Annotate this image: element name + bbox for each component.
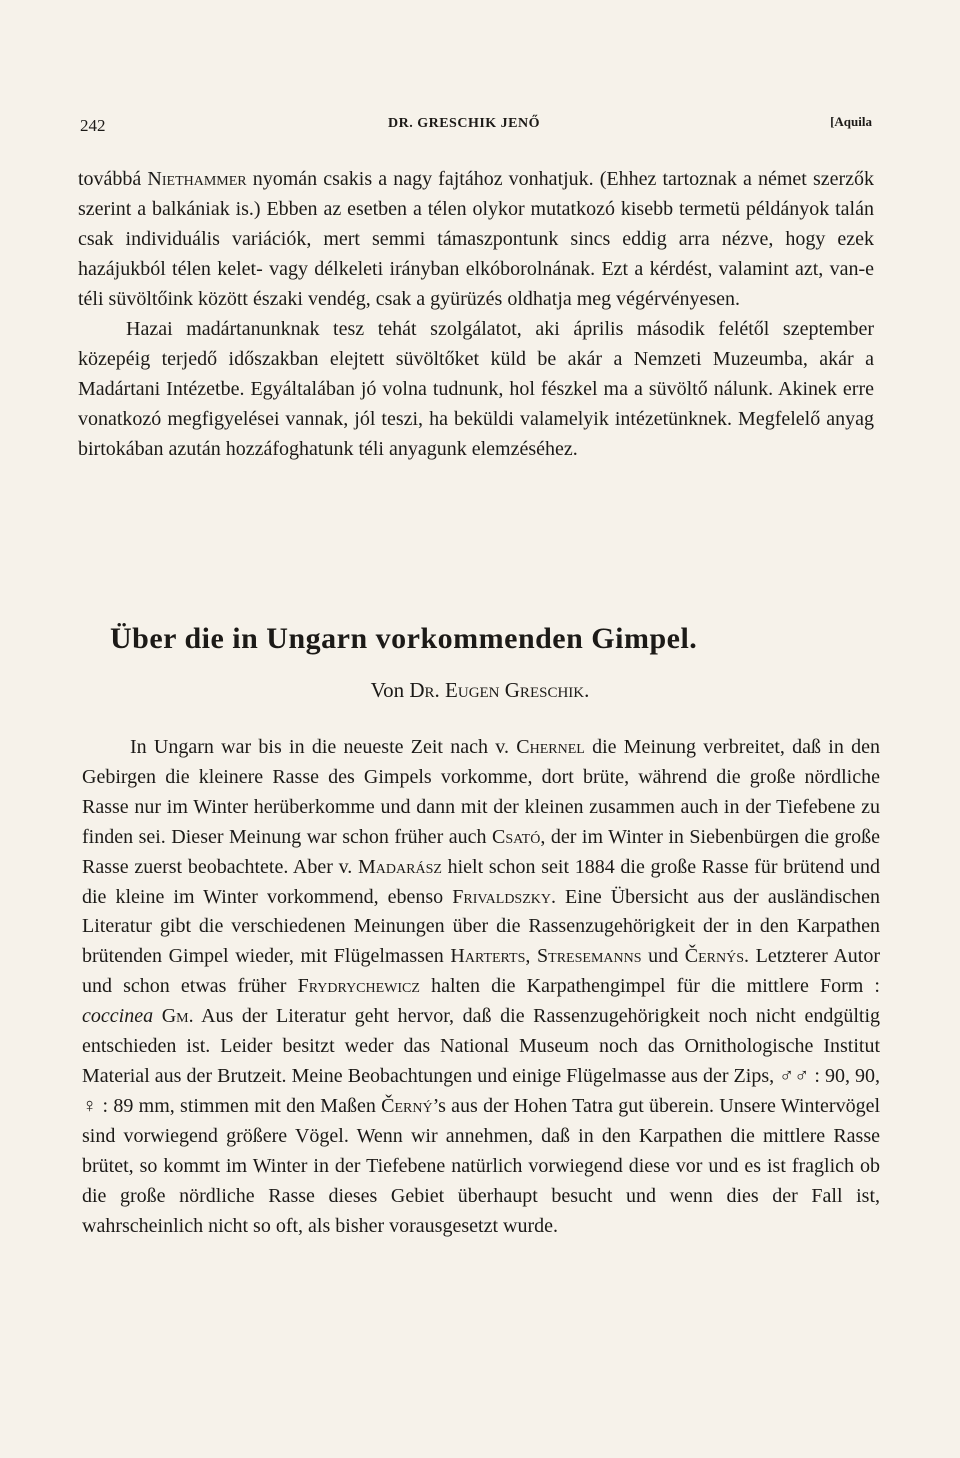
text-run: und [641, 945, 685, 968]
text-run: . Eine Übersicht aus der ausländischen Literatur gibt die verschiedenen Meinungen über die Rassenzugehörigkeit der in den Karpathen brütenden Gimpel wieder, mit Flügelmassen [82, 885, 881, 968]
author-name: Niethammer [147, 168, 247, 190]
author-name: Frivaldszky [452, 885, 551, 908]
text-run: ’s aus der Hohen Tatra gut überein. Unsere Wintervögel sind vorwiegend größere Vögel. Wenn wir annehmen, daß in den Karpathen die mittlere Rasse brütet, so kommt im Winter in der Tiefebene natürlich vorwiegend diese vor und es ist fraglich ob die große nördliche Rasse dieses Gebiet überhaupt besucht und wenn dies der Fall ist, wahrscheinlich nicht so oft, als bisher vorausgesetzt wurde. [82, 1094, 881, 1237]
german-text [82, 733, 880, 1241]
author-name: Madarász [358, 855, 442, 878]
author-name: Černý [381, 1094, 433, 1117]
page-number: 242 [80, 116, 106, 135]
text-run [153, 1005, 162, 1027]
journal-name: [Aquila [830, 114, 872, 129]
author-name: Chernel [516, 736, 585, 758]
text-run: , der im Winter in Siebenbürgen die große Rasse zuerst beobachtete. Aber v. [82, 825, 880, 878]
taxon-name: coccinea [82, 1005, 154, 1028]
author-name: Harterts [450, 945, 526, 968]
text-run: továbbá [78, 168, 148, 190]
author-name: Černýs [684, 945, 745, 968]
hungarian-paragraph-1 [78, 164, 874, 314]
article-byline [0, 678, 960, 703]
german-paragraph [82, 733, 880, 1241]
text-run: In Ungarn war bis in die neueste Zeit nach v. [130, 736, 517, 758]
author-name: Stresemanns [537, 945, 642, 968]
author-name: Csató [491, 825, 541, 848]
author-name: Frydrychewicz [297, 975, 420, 998]
running-title: DR. GRESCHIK JENŐ [388, 116, 541, 131]
author-name: Dr. Eugen Greschik. [409, 678, 590, 702]
page-header [80, 112, 872, 138]
text-run: . Letzterer Autor und schon etwas früher [82, 945, 881, 998]
byline-prefix: Von [370, 678, 410, 702]
article-title: Über die in Ungarn vorkommenden Gimpel. [110, 622, 698, 655]
text-run: halten die Karpathengimpel für die mittlere Form : [419, 975, 880, 998]
text-run: nyomán csakis a nagy fajtához vonhatjuk. (Ehhez tartoznak a német szerzők szerint a balkániak is.) Ebben az esetben a télen olykor mutatkozó kisebb termetü példányok talán csak individuális variációk, mert semmi támaszpontunk sincs eddig arra nézve, hogy ezek hazájukból télen kelet- vagy délkeleti irányban elkóborolnának. Ezt a kérdést, valamint azt, van-e téli süvöltőink között északi vendég, csak a gyürüzés oldhatja meg végérvényesen. [78, 168, 875, 310]
text-run: die Meinung verbreitet, daß in den Gebirgen die kleinere Rasse des Gimpels vorkomme, dort brüte, während die große nördliche Rasse nur im Winter herüberkomme und dann mit der kleinen zusammen auch in der Tiefebene zu finden sei. Dieser Meinung war schon früher auch [82, 736, 880, 848]
text-run: Aus der Literatur geht hervor, daß die Rassenzugehörigkeit noch nicht endgültig entschieden ist. Leider besitzt weder das National Museum noch das Ornithologische Institut Material aus der Brutzeit. Meine Beobachtungen und einige Flügelmasse aus der Zips, ♂♂ : 90, 90, ♀ : 89 mm, stimmen mit den Maßen [82, 1005, 881, 1117]
hungarian-paragraph-2: Hazai madártanunknak tesz tehát szolgálatot, aki április második felétől szeptember közepéig terjedő időszakban elejtett süvöltőket küld be akár a Nemzeti Muzeumba, akár a Madártani Intézetbe. Egyáltalában jó volna tudnunk, hol fészkel ma a süvöltő nálunk. Akinek erre vonatkozó megfigyelései vannak, jól teszi, ha beküldi valamelyik intézetünknek. Megfelelő anyag birtokában azután hozzáfoghatunk téli anyagunk elemzéséhez. [78, 318, 874, 460]
hungarian-text [78, 164, 874, 464]
text-run: , [525, 945, 538, 968]
author-name: Gm. [161, 1005, 194, 1028]
text-run: hielt schon seit 1884 die große Rasse für brütend und die kleine im Winter vorkommend, ebenso [82, 855, 880, 908]
